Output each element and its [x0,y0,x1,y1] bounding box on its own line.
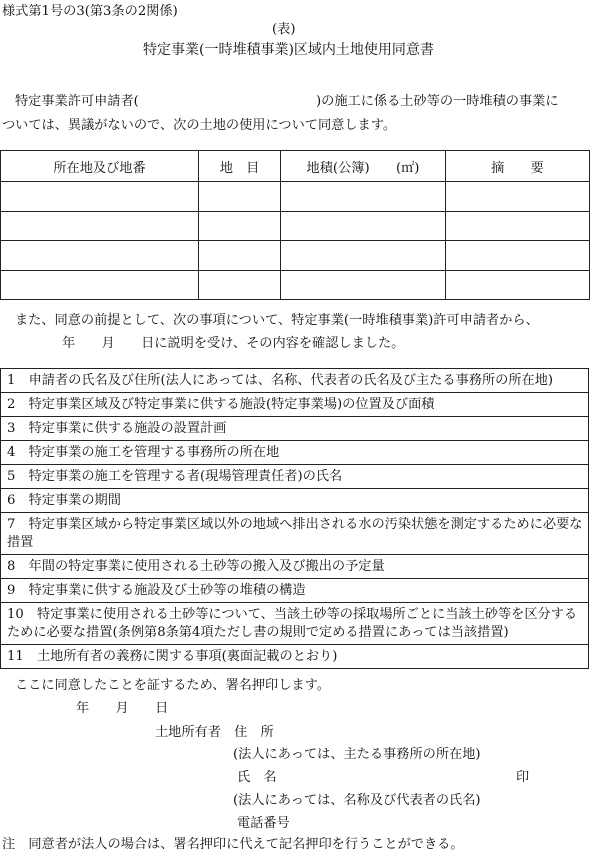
name-label: 氏 名 [237,770,277,785]
table-cell[interactable] [199,182,281,212]
table-row [1,211,590,241]
document-title: 特定事業(一時堆積事業)区域内土地使用同意書 [143,42,434,58]
table-row [1,270,590,300]
table-row [1,241,590,271]
list-item-text: 7 特定事業区域から特定事業区域以外の地域へ排出される水の汚染状態を測定するために必要な措置 [7,517,583,550]
list-item-text: 5 特定事業の施工を管理する者(現場管理責任者)の氏名 [7,469,343,484]
list-item-text: 1 申請者の氏名及び住所(法人にあっては、名称、代表者の氏名及び主たる事務所の所在地) [7,373,554,388]
land-table [0,150,590,300]
list-item [1,644,588,668]
list-item [1,488,588,512]
items-list [0,368,589,669]
owner-address-label: 土地所有者 住 所 [155,725,274,740]
phone-label: 電話番号 [237,816,290,831]
table-cell[interactable] [199,270,281,300]
list-item-text: 6 特定事業の期間 [7,493,121,508]
table-row [1,182,590,212]
list-item [1,578,588,602]
header-location: 所在地及び地番 [1,151,199,182]
list-item-text: 3 特定事業に供する施設の設置計画 [7,421,227,436]
header-land-category: 地 目 [199,151,281,182]
list-item [1,602,588,644]
premise-line1: また、同意の前提として、次の事項について、特定事業(一時堆積事業)許可申請者から、 [15,313,539,328]
table-cell[interactable] [199,211,281,241]
consent-statement: ここに同意したことを証するため、署名押印します。 [15,678,330,693]
table-cell[interactable] [281,270,446,300]
form-number: 様式第1号の3(第3条の2関係) [2,4,178,19]
table-cell[interactable] [446,241,590,271]
signature-date: 年 月 日 [76,701,169,716]
premise-line2: 年 月 日に説明を受け、その内容を確認しました。 [62,336,405,351]
list-item [1,554,588,578]
footnote: 注 同意者が法人の場合は、署名押印に代えて記名押印を行うことができる。 [2,837,464,852]
table-cell[interactable] [281,211,446,241]
intro-line2: ついては、異議がないので、次の土地の使用について同意します。 [2,118,397,133]
name-note: (法人にあっては、名称及び代表者の氏名) [233,793,481,808]
intro-line1-after: )の施工に係る土砂等の一時堆積の事業に [316,94,559,109]
table-cell[interactable] [281,182,446,212]
list-item-text: 8 年間の特定事業に使用される土砂等の搬入及び搬出の予定量 [7,559,385,574]
table-cell[interactable] [446,211,590,241]
list-item [1,392,588,416]
table-cell[interactable] [1,182,199,212]
list-item [1,369,588,392]
list-item [1,512,588,554]
list-item-text: 4 特定事業の施工を管理する事務所の所在地 [7,445,280,460]
list-item [1,464,588,488]
list-item-text: 11 土地所有者の義務に関する事項(裏面記載のとおり) [7,649,338,664]
table-cell[interactable] [281,241,446,271]
header-remarks: 摘 要 [446,151,590,182]
table-cell[interactable] [446,182,590,212]
table-cell[interactable] [1,270,199,300]
list-item-text: 9 特定事業に供する施設及び土砂等の堆積の構造 [7,583,306,598]
list-item-text: 2 特定事業区域及び特定事業に供する施設(特定事業場)の位置及び面積 [7,397,435,412]
side-label: (表) [272,22,296,37]
land-table-header-row [1,151,590,182]
table-cell[interactable] [446,270,590,300]
header-area: 地積(公簿) (㎡) [281,151,446,182]
table-cell[interactable] [199,241,281,271]
table-cell[interactable] [1,211,199,241]
list-item-text: 10 特定事業に使用される土砂等について、当該土砂等の採取場所ごとに当該土砂等を区分するために必要な措置(条例第8条第4項ただし書の規則で定める措置にあっては当該措置) [7,607,578,640]
intro-line1-before: 特定事業許可申請者( [15,94,139,109]
address-note: (法人にあっては、主たる事務所の所在地) [233,747,481,762]
seal-mark: 印 [516,770,530,785]
list-item [1,416,588,440]
table-cell[interactable] [1,241,199,271]
list-item [1,440,588,464]
